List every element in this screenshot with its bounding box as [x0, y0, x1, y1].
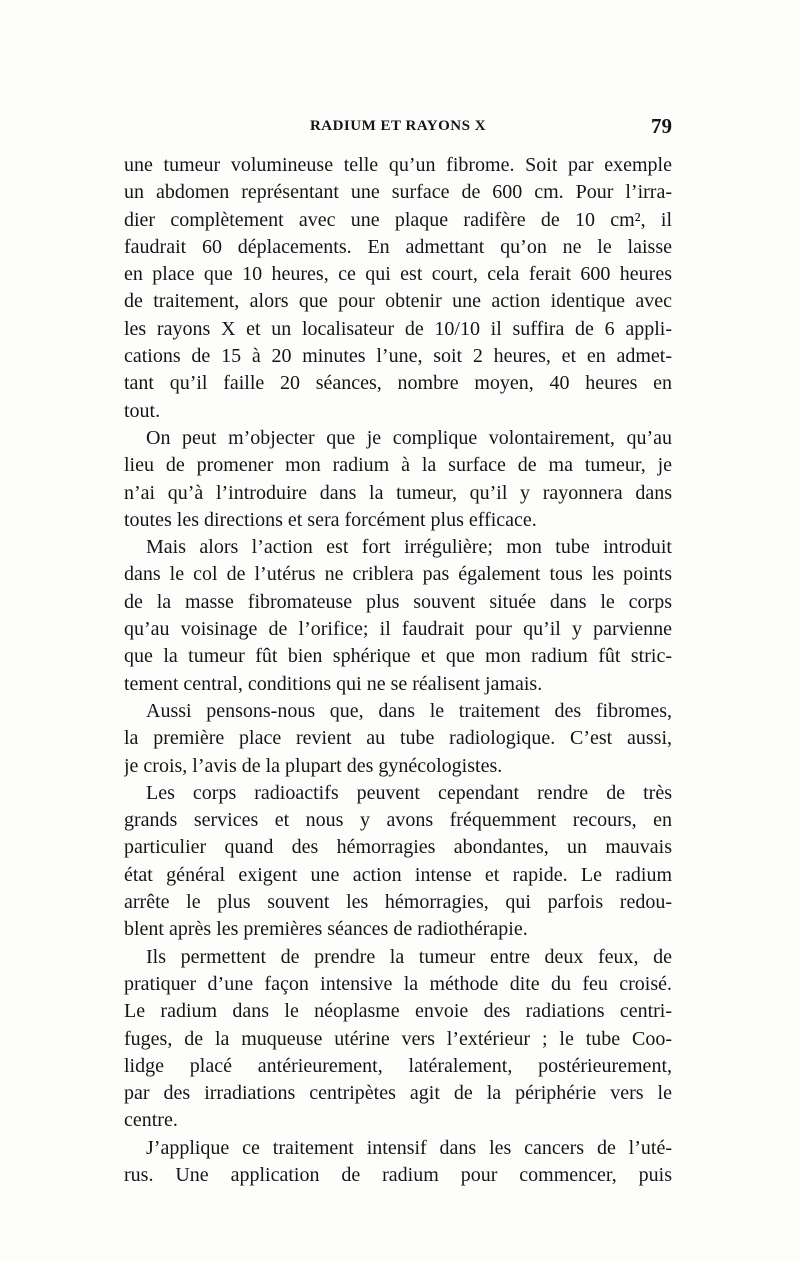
page-number: 79 [651, 114, 672, 138]
text-line: Les corps radioactifs peuvent cependant rendre de très [146, 781, 672, 804]
text-line: une tumeur volumineuse telle qu’un fibrome. Soit par exemple [124, 154, 672, 176]
text-line: la première place revient au tube radiologique. C’est aussi, [124, 727, 672, 750]
text-line: tant qu’il faille 20 séances, nombre moyen, 40 heures en [124, 372, 672, 395]
text-line: On peut m’objecter que je complique volontairement, qu’au [146, 426, 672, 449]
text-line: n’ai qu’à l’introduire dans la tumeur, qu’il y rayonnera dans [124, 481, 672, 504]
text-line: état général exigent une action intense et rapide. Le radium [124, 863, 672, 886]
text-line: un abdomen représentant une surface de 600 cm. Pour l’irra- [124, 181, 672, 204]
text-line: que la tumeur fût bien sphérique et que mon radium fût stric- [124, 645, 672, 668]
text-line: tement central, conditions qui ne se réalisent jamais. [124, 672, 543, 695]
paragraph [124, 698, 672, 780]
text-line: les rayons X et un localisateur de 10/10 il suffira de 6 appli- [124, 317, 672, 340]
text-line: de la masse fibromateuse plus souvent située dans le corps [124, 590, 672, 613]
text-line: par des irradiations centripètes agit de la périphérie vers le [124, 1082, 672, 1105]
text-line: cations de 15 à 20 minutes l’une, soit 2 heures, et en admet- [124, 345, 672, 368]
text-line: lieu de promener mon radium à la surface de ma tumeur, je [124, 454, 672, 477]
paragraph [124, 425, 672, 534]
text-line: centre. [124, 1109, 178, 1132]
text-line: lidge placé antérieurement, latéralement, postérieurement, [124, 1054, 672, 1077]
running-head [124, 114, 672, 144]
text-line: rus. Une application de radium pour commencer, puis [124, 1163, 672, 1186]
text-line: tout. [124, 399, 161, 422]
text-line: en place que 10 heures, ce qui est court, cela ferait 600 heures [124, 263, 672, 286]
text-line: arrête le plus souvent les hémorragies, qui parfois redou- [124, 891, 672, 914]
text-line: de traitement, alors que pour obtenir une action identique avec [124, 290, 672, 313]
paragraph [124, 534, 672, 698]
text-line: qu’au voisinage de l’orifice; il faudrait pour qu’il y parvienne [124, 618, 672, 641]
paragraph [124, 1135, 672, 1190]
text-line: Mais alors l’action est fort irrégulière; mon tube introduit [146, 536, 672, 559]
body-text [124, 152, 672, 1189]
text-line: particulier quand des hémorragies abondantes, un mauvais [124, 836, 672, 859]
text-line: faudrait 60 déplacements. En admettant qu’on ne le laisse [124, 235, 672, 258]
paragraph [124, 944, 672, 1135]
paragraph [124, 780, 672, 944]
text-line: fuges, de la muqueuse utérine vers l’extérieur ; le tube Coo- [124, 1027, 672, 1050]
text-line: toutes les directions et sera forcément plus efficace. [124, 508, 537, 531]
text-line: pratiquer d’une façon intensive la méthode dite du feu croisé. [124, 972, 672, 995]
text-line: blent après les premières séances de radiothérapie. [124, 918, 528, 941]
text-line: Ils permettent de prendre la tumeur entre deux feux, de [146, 945, 672, 968]
text-line: dier complètement avec une plaque radifère de 10 cm², il [124, 208, 672, 231]
text-line: dans le col de l’utérus ne criblera pas également tous les points [124, 563, 672, 586]
running-title: RADIUM ET RAYONS X [309, 118, 487, 134]
text-line: Aussi pensons-nous que, dans le traitement des fibromes, [146, 699, 672, 722]
paragraph [124, 152, 672, 425]
text-line: je crois, l’avis de la plupart des gynécologistes. [124, 754, 503, 777]
text-line: J’applique ce traitement intensif dans les cancers de l’uté- [146, 1136, 672, 1159]
text-line: grands services et nous y avons fréquemment recours, en [124, 809, 672, 832]
text-line: Le radium dans le néoplasme envoie des radiations centri- [124, 1000, 672, 1023]
